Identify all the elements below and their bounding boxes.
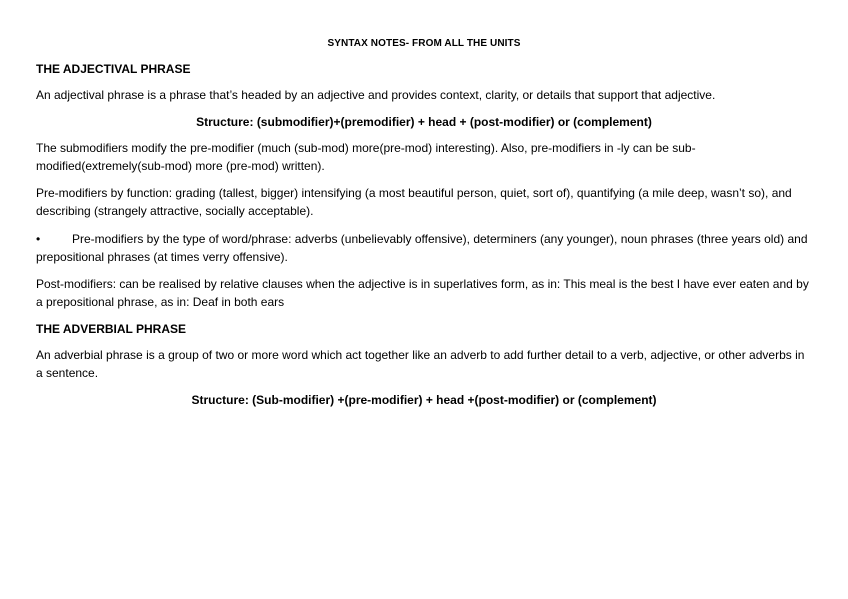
submodifiers-paragraph: The submodifiers modify the pre-modifier (much (sub-mod) more(pre-mod) interesting). Also, pre-modifiers in -ly can be sub-modified(extremely(sub-mod) more (pre-mod) written). <box>36 141 696 173</box>
adverbial-heading: THE ADVERBIAL PHRASE <box>36 322 187 336</box>
adverbial-definition: An adverbial phrase is a group of two or more word which act together like an adverb to add further detail to a verb, adjective, or other adverbs in a sentence. <box>36 348 805 380</box>
adjectival-definition: An adjectival phrase is a phrase that’s headed by an adjective and provides context, clarity, or details that support that adjective. <box>36 88 716 102</box>
premodifiers-type-text: Pre-modifiers by the type of word/phrase: adverbs (unbelievably offensive), determiners (any younger), noun phrases (three years old) and prepositional phrases (at times verry offensive). <box>36 232 808 264</box>
adverbial-structure: Structure: (Sub-modifier) +(pre-modifier) + head +(post-modifier) or (complement) <box>191 393 657 407</box>
postmodifiers-paragraph: Post-modifiers: can be realised by relative clauses when the adjective is in superlatives form, as in: This meal is the best I have ever eaten and by a prepositional phrase, as in: Deaf in both ears <box>36 277 809 309</box>
bullet-icon: • <box>36 232 41 246</box>
adjectival-structure: Structure: (submodifier)+(premodifier) + head + (post-modifier) or (complement) <box>196 115 652 129</box>
premodifiers-function-paragraph: Pre-modifiers by function: grading (tallest, bigger) intensifying (a most beautiful person, quiet, sort of), quantifying (a mile deep, wasn’t so), and describing (strangely attractive, socially acceptable). <box>36 186 792 218</box>
adjectival-heading: THE ADJECTIVAL PHRASE <box>36 62 191 76</box>
premodifiers-type-bullet <box>36 230 814 266</box>
document-title: SYNTAX NOTES- FROM ALL THE UNITS <box>327 38 521 49</box>
